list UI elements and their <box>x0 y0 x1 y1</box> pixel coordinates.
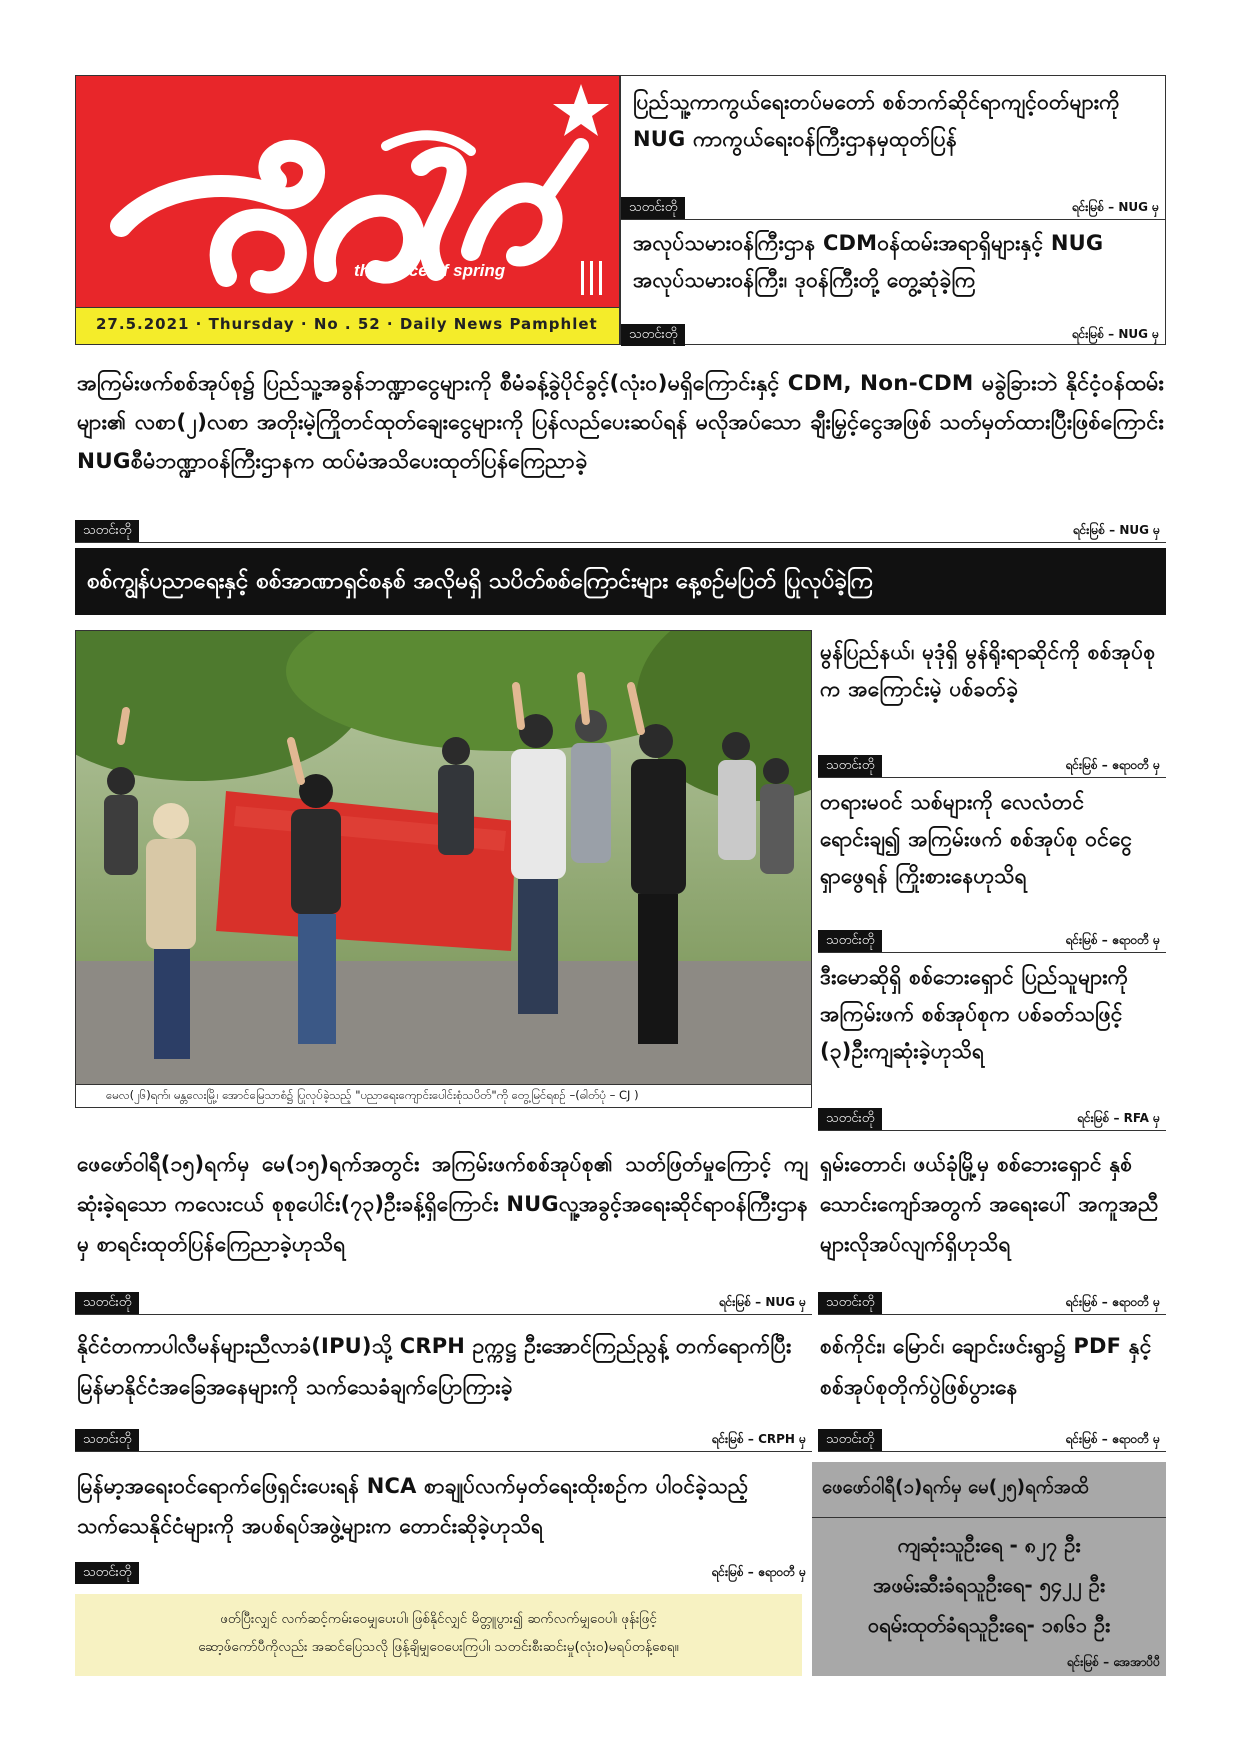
story-source: ရင်းမြစ် – NUG မှ <box>1071 327 1159 341</box>
protest-photo-image <box>76 631 812 1108</box>
story-source: ရင်းမြစ် – ဧရာဝတီ မှ <box>1065 1295 1160 1309</box>
story-tag: သတင်းတို <box>621 197 685 219</box>
story-source: ရင်းမြစ် – ဧရာဝတီ မှ <box>711 1565 806 1579</box>
story-source: ရင်းမြစ် – NUG မှ <box>1072 523 1160 537</box>
story-shan <box>818 1140 1166 1315</box>
masthead-logo <box>76 76 621 306</box>
story-tag: သတင်းတို <box>621 324 685 346</box>
side-story-3 <box>818 953 1166 1131</box>
photo-caption-bar <box>76 1084 811 1107</box>
photo-caption: မေလ(၂၆)ရက်၊ မန္တလေးမြို့၊ အောင်မြေသာစံ၌ ပြုလုပ်ခဲ့သည့် "ပညာရေးကျောင်းပေါင်းစုံသပိတ်"ကို တွေ့မြင်ရစဉ် –(ဓါတ်ပုံ – CJ ) <box>106 1088 639 1102</box>
side-story-2 <box>818 778 1166 953</box>
story-source: ရင်းမြစ် – RFA မှ <box>1077 1111 1160 1125</box>
side-story-1 <box>818 630 1166 778</box>
masthead <box>75 75 620 345</box>
story-source: ရင်းမြစ် – CRPH မှ <box>711 1432 806 1446</box>
story-headline: ဒီးမောဆိုရှိ စစ်ဘေးရှောင် ပြည်သူများကို အကြမ်းဖက် စစ်အုပ်စုက ပစ်ခတ်သဖြင့် (၃)ဦးကျဆုံးခဲ့ဟုသိရ <box>820 965 1129 1063</box>
story-source: ရင်းမြစ် – NUG မှ <box>718 1295 806 1309</box>
story-tag: သတင်းတို <box>818 930 882 952</box>
story-headline: နိုင်ငံတကာပါလီမန်များညီလာခံ(IPU)သို့ CRPH ဥက္ကဋ္ဌ ဦးအောင်ကြည်ညွန့် တက်ရောက်ပြီး မြန်မာနိုင်ငံအခြေအနေများကို သက်သေခံချက်ပြောကြားခဲ့ <box>77 1334 792 1399</box>
story-headline: တရားမဝင် သစ်များကို လေလံတင် ရောင်းချ၍ အကြမ်းဖက် စစ်အုပ်စု ဝင်ငွေရှာဖွေရန် ကြိုးစားနေဟုသိရ <box>820 790 1133 888</box>
story-tag: သတင်းတို <box>818 1292 882 1314</box>
story-source: ရင်းမြစ် – NUG မှ <box>1071 200 1159 214</box>
story-source: ရင်းမြစ် – ဧရာဝတီ မှ <box>1065 933 1160 947</box>
story-tag: သတင်းတို <box>75 1292 139 1314</box>
story-source: ရင်းမြစ် – ဧရာဝတီ မှ <box>1065 1432 1160 1446</box>
story-tag: သတင်းတို <box>818 1429 882 1451</box>
casualty-stats <box>812 1462 1166 1676</box>
story-source: ရင်းမြစ် – ဧရာဝတီ မှ <box>1065 758 1160 772</box>
wide-story <box>75 358 1166 543</box>
stats-row-arrested: အဖမ်းဆီးခံရသူဦးရေ- ၅၄၂၂ ဦး <box>873 1573 1105 1597</box>
date-line: 27.5.2021 · Thursday · No . 52 · Daily News Pamphlet <box>96 315 598 333</box>
story-headline: ဖေဖော်ဝါရီ(၁၅)ရက်မှ မေ(၁၅)ရက်အတွင်း အကြမ်းဖက်စစ်အုပ်စု၏ သတ်ဖြတ်မှုကြောင့် ကျဆုံးခဲ့ရသော ကလေးငယ် စုစုပေါင်း(၇၃)ဦးခန့်ရှိကြောင်း NUGလူ့အခွင့်အရေးဆိုင်ရာဝန်ကြီးဌာနမှ စာရင်းထုတ်ပြန်ကြေညာခဲ့ဟုသိရ <box>77 1152 808 1256</box>
stats-row-killed: ကျဆုံးသူဦးရေ - ၈၂၇ ဦး <box>897 1533 1081 1557</box>
story-ipu <box>75 1322 812 1452</box>
story-tag: သတင်းတို <box>818 755 882 777</box>
story-headline: စစ်ကိုင်း၊ မြောင်၊ ချောင်းဖင်းရွာ၌ PDF နှင့် စစ်အုပ်စုတိုက်ပွဲဖြစ်ပွားနေ <box>820 1334 1152 1399</box>
story-headline: အကြမ်းဖက်စစ်အုပ်စု၌ ပြည်သူ့အခွန်ဘဏ္ဍာငွေများကို စီမံခန့်ခွဲပိုင်ခွင့်(လုံးဝ)မရှိကြောင်းနှင့် CDM, Non-CDM မခွဲခြားဘဲ နိုင်ငံ့ဝန်ထမ်းများ၏ လစာ(၂)လစာ အတိုးမဲ့ကြိုတင်ထုတ်ချေးငွေများကို ပြန်လည်ပေးဆပ်ရန် မလိုအပ်သော ချီးမြှင့်ငွေအဖြစ် သတ်မှတ်ထားပြီးဖြစ်ကြောင်း NUGစီမံဘဏ္ဍာဝန်ကြီးဌာနက ထပ်မံအသိပေးထုတ်ပြန်ကြေညာခဲ့ <box>77 371 1164 474</box>
story-pdf <box>818 1322 1166 1452</box>
stats-row-warrants: ဝရမ်းထုတ်ခံရသူဦးရေ- ၁၈၆၁ ဦး <box>867 1613 1111 1637</box>
story-headline: အလုပ်သမားဝန်ကြီးဌာန CDMဝန်ထမ်းအရာရှိများနှင့် NUG အလုပ်သမားဝန်ကြီး၊ ဒုဝန်ကြီးတို့ တွေ့ဆုံခဲ့ကြ <box>633 231 1104 292</box>
banner-headline <box>75 548 1166 615</box>
masthead-bars-icon <box>581 261 603 295</box>
story-nca <box>75 1462 812 1584</box>
story-tag: သတင်းတို <box>75 1429 139 1451</box>
story-headline: ပြည်သူ့ကာကွယ်ရေးတပ်မတော် စစ်ဘက်ဆိုင်ရာကျင့်ဝတ်များကို NUG ကာကွယ်ရေးဝန်ကြီးဌာနမှထုတ်ပြန် <box>633 90 1120 151</box>
notice-line-1: ဖတ်ပြီးလျှင် လက်ဆင့်ကမ်းဝေမျှပေးပါ၊ ဖြစ်နိုင်လျှင် မိတ္တူပွား၍ ဆက်လက်မျှဝေပါ၊ ဖုန်းဖြင့် <box>220 1611 657 1627</box>
story-tag: သတင်းတို <box>75 1562 139 1584</box>
masthead-tagline: the voice of spring <box>354 261 506 280</box>
stats-divider <box>812 1517 1166 1518</box>
top-right-story-1 <box>621 76 1165 220</box>
story-tag: သတင်းတို <box>818 1108 882 1130</box>
top-right-box <box>620 75 1166 345</box>
top-right-story-2 <box>621 219 1165 346</box>
story-tag: သတင်းတို <box>75 520 139 542</box>
banner-text: စစ်ကျွန်ပညာရေးနှင့် စစ်အာဏာရှင်စနစ် အလိုမရှိ သပိတ်စစ်ကြောင်းများ နေ့စဉ်မပြတ် ပြုလုပ်ခဲ့ကြ <box>87 568 873 594</box>
stats-source: ရင်းမြစ် – အေအာပီပီ <box>1066 1655 1160 1669</box>
share-notice <box>75 1594 802 1676</box>
story-headline: မြန်မာ့အရေးဝင်ရောက်ဖြေရှင်းပေးရန် NCA စာချုပ်လက်မှတ်ရေးထိုးစဉ်က ပါဝင်ခဲ့သည့်သက်သေနိုင်ငံများကို အပစ်ရပ်အဖွဲ့များက တောင်းဆိုခဲ့ဟုသိရ <box>77 1474 749 1538</box>
story-headline: မွန်ပြည်နယ်၊ မုဒုံရှိ မွန်ရိုးရာဆိုင်ကို စစ်အုပ်စုက အကြောင်းမဲ့ ပစ်ခတ်ခဲ့ <box>820 640 1156 701</box>
story-children <box>75 1140 812 1315</box>
protest-photo <box>75 630 812 1108</box>
story-headline: ရှမ်းတောင်၊ ဖယ်ခုံမြို့မှ စစ်ဘေးရှောင် နှစ်သောင်းကျော်အတွက် အရေးပေါ် အကူအညီများလိုအပ်လျက်ရှိဟုသိရ <box>820 1152 1159 1256</box>
masthead-date-bar <box>76 307 619 344</box>
stats-heading: ဖေဖော်ဝါရီ(၁)ရက်မှ မေ(၂၅)ရက်အထိ <box>822 1477 1089 1498</box>
notice-line-2: ဆော့ဖ်ကော်ပီကိုလည်း အဆင်ပြေသလို ဖြန့်ချိမျှဝေပေးကြပါ၊ သတင်းစီးဆင်းမှု(လုံးဝ)မရပ်တန့်စေရ။ <box>198 1639 679 1655</box>
